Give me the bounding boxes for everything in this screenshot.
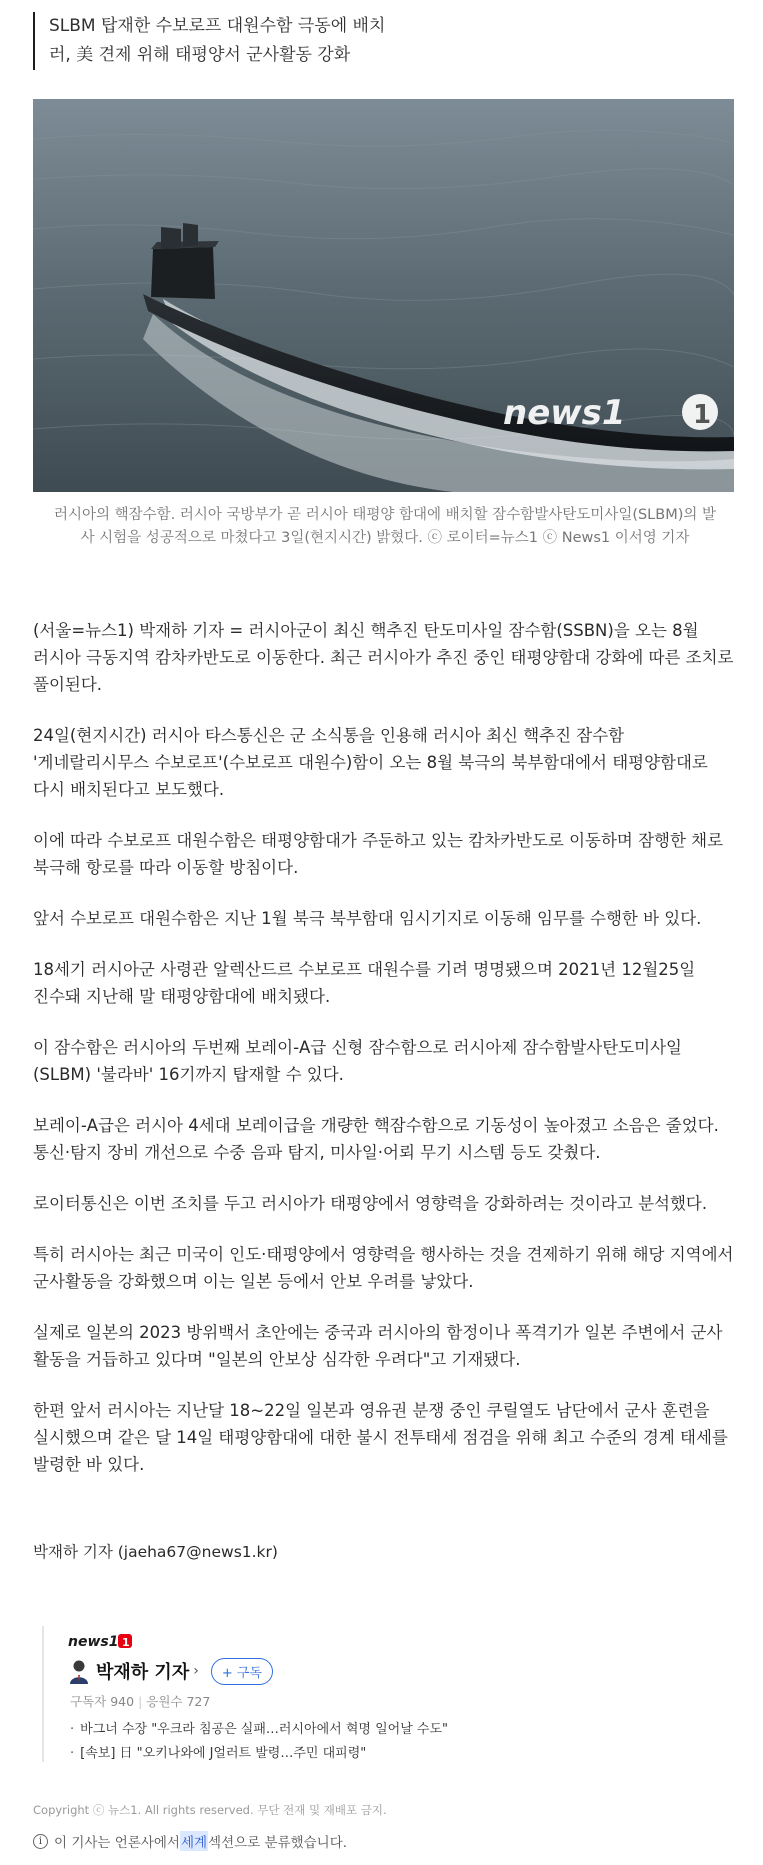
info-icon: i	[33, 1834, 48, 1849]
subscribe-button[interactable]: + 구독	[211, 1658, 273, 1685]
paragraph: 한편 앞서 러시아는 지난달 18~22일 일본과 영유권 분쟁 중인 쿠릴열도 남단에서 군사 훈련을 실시했으며 같은 달 14일 태평양함대에 대한 불시 전투태세 점검을 위해 최고 수준의 경계 태세를 발령한 바 있다.	[33, 1401, 728, 1474]
paragraph: 이 잠수함은 러시아의 두번째 보레이-A급 신형 잠수함으로 러시아제 잠수함발사탄도미사일(SLBM) '불라바' 16기까지 탑재할 수 있다.	[33, 1038, 682, 1084]
subtitle-line-2: 러, 美 견제 위해 태평양서 군사활동 강화	[49, 45, 351, 65]
paragraph: 로이터통신은 이번 조치를 두고 러시아가 태평양에서 영향력을 강화하려는 것이라고 분석했다.	[33, 1194, 708, 1213]
related-article-link[interactable]: · [속보] 日 "오키나와에 J얼러트 발령…주민 대피령"	[70, 1742, 448, 1766]
paragraph: 이에 따라 수보로프 대원수함은 태평양함대가 주둔하고 있는 캄차카반도로 이동하며 잠행한 채로 북극해 항로를 따라 이동할 방침이다.	[33, 831, 724, 877]
reporter-article-list	[70, 1718, 448, 1766]
reporter-row	[68, 1656, 273, 1686]
reporter-card	[42, 1626, 728, 1762]
section-note	[33, 1831, 347, 1851]
photo-watermark: news1	[503, 393, 626, 433]
news1-logo[interactable]	[68, 1632, 148, 1650]
article-subtitle	[33, 12, 739, 70]
reporter-avatar-icon[interactable]	[68, 1658, 90, 1684]
article-photo[interactable]	[33, 99, 734, 492]
paragraph: 특히 러시아는 최근 미국이 인도·태평양에서 영향력을 행사하는 것을 견제하기 위해 해당 지역에서 군사활동을 강화했으며 이는 일본 등에서 안보 우려를 낳았다.	[33, 1245, 734, 1291]
svg-text:1: 1	[122, 1636, 130, 1649]
supporter-count: 응원수 727	[146, 1694, 211, 1709]
caption-line-2: 사 시험을 성공적으로 마쳤다고 3일(현지시간) 밝혔다. ⓒ 로이터=뉴스1 ⓒ News1 이서영 기자	[80, 530, 690, 546]
related-article-link[interactable]: · 바그너 수장 "우크라 침공은 실패…러시아에서 혁명 일어날 수도"	[70, 1718, 448, 1742]
paragraph: 18세기 러시아군 사령관 알렉산드르 수보로프 대원수를 기려 명명됐으며 2021년 12월25일 진수돼 지난해 말 태평양함대에 배치됐다.	[33, 960, 696, 1006]
paragraph: 실제로 일본의 2023 방위백서 초안에는 중국과 러시아의 함정이나 폭격기가 일본 주변에서 군사 활동을 거듭하고 있다며 "일본의 안보상 심각한 우려다"고 기재됐다.	[33, 1323, 723, 1369]
paragraph: 앞서 수보로프 대원수함은 지난 1월 북극 북부함대 임시기지로 이동해 임무를 수행한 바 있다.	[33, 909, 702, 928]
article-body	[33, 617, 738, 1502]
chevron-right-icon[interactable]: ›	[193, 1663, 199, 1679]
subtitle-line-1: SLBM 탑재한 수보로프 대원수함 극동에 배치	[49, 16, 386, 36]
paragraph: 보레이-A급은 러시아 4세대 보레이급을 개량한 핵잠수함으로 기동성이 높아졌고 소음은 줄었다. 통신·탐지 장비 개선으로 수중 음파 탐지, 미사일·어뢰 무기 시스템 등도 갖췄다.	[33, 1116, 719, 1162]
submarine-image	[33, 99, 734, 492]
logo-text: news1	[68, 1634, 119, 1650]
svg-text:1: 1	[693, 400, 712, 430]
section-link[interactable]: 세계	[180, 1831, 208, 1851]
reporter-stats: 구독자 940 | 응원수 727	[70, 1694, 211, 1709]
paragraph: (서울=뉴스1) 박재하 기자 = 러시아군이 최신 핵추진 탄도미사일 잠수함(SSBN)을 오는 8월 러시아 극동지역 캄차카반도로 이동한다. 최근 러시아가 추진 중인 태평양함대 강화에 따른 조치로 풀이된다.	[33, 621, 734, 694]
article-byline: 박재하 기자 (jaeha67@news1.kr)	[33, 1543, 278, 1561]
section-prefix: 이 기사는 언론사에서	[54, 1835, 180, 1851]
photo-caption	[40, 504, 730, 550]
caption-line-1: 러시아의 핵잠수함. 러시아 국방부가 곧 러시아 태평양 함대에 배치할 잠수함발사탄도미사일(SLBM)의 발	[53, 507, 717, 523]
section-suffix: 섹션으로 분류했습니다.	[208, 1835, 348, 1851]
subscriber-count: 구독자 940	[70, 1694, 135, 1709]
reporter-name[interactable]: 박재하 기자	[96, 1662, 190, 1683]
paragraph: 24일(현지시간) 러시아 타스통신은 군 소식통을 인용해 러시아 최신 핵추진 잠수함 '게네랄리시무스 수보로프'(수보로프 대원수)함이 오는 8월 북극의 북부함대에서 태평양함대로 다시 배치된다고 보도했다.	[33, 726, 708, 799]
copyright-notice: Copyright ⓒ 뉴스1. All rights reserved. 무단 전재 및 재배포 금지.	[33, 1803, 387, 1817]
